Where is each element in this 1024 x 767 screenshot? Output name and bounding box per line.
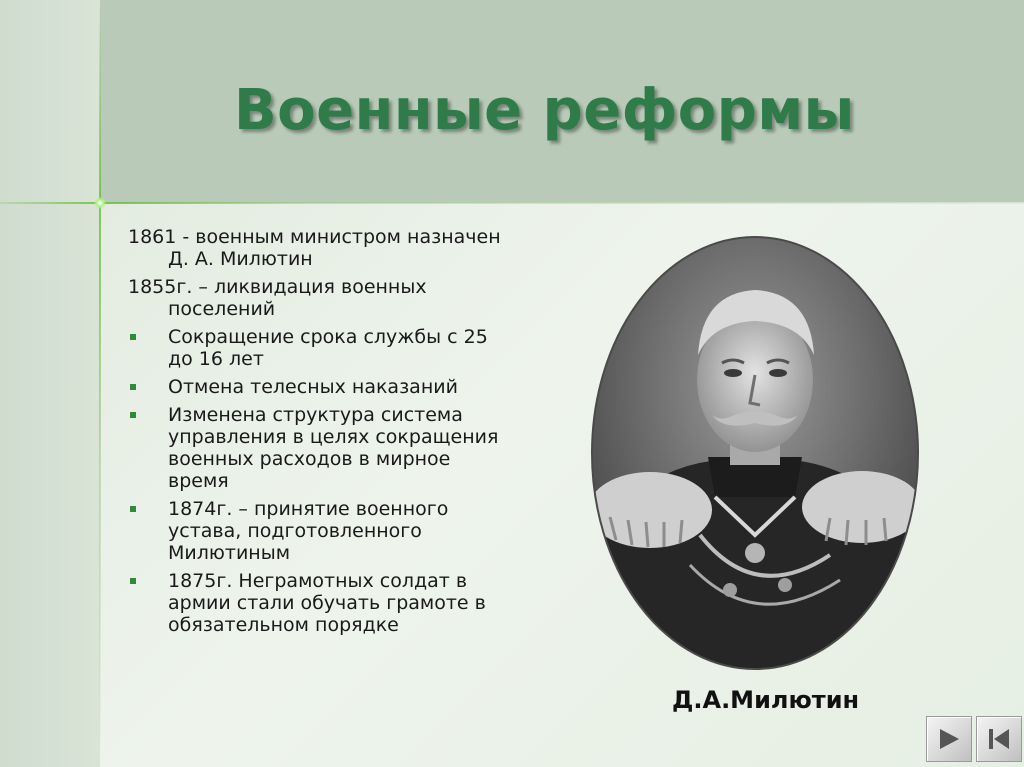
left-strip xyxy=(0,0,100,767)
skip-end-icon xyxy=(983,723,1015,755)
bullet-line: 1874г. – принятие военного xyxy=(168,498,449,520)
intro-paragraph xyxy=(128,226,538,270)
bullet-item xyxy=(128,498,538,564)
intro-line: поселений xyxy=(168,298,276,320)
bullet-line: Изменена структура система xyxy=(168,404,463,426)
portrait-photo xyxy=(590,235,920,671)
intro-line: Д. А. Милютин xyxy=(168,248,313,270)
bullet-square-icon xyxy=(130,412,136,418)
bullet-square-icon xyxy=(130,578,136,584)
slide-content xyxy=(128,226,538,642)
bullet-list xyxy=(128,326,538,636)
bullet-line: обязательном порядке xyxy=(168,614,399,636)
slide-title: Военные реформы xyxy=(234,78,855,143)
bullet-line: Отмена телесных наказаний xyxy=(168,376,458,398)
bullet-item xyxy=(128,570,538,636)
portrait-caption: Д.А.Милютин xyxy=(672,686,860,714)
bullet-item xyxy=(128,326,538,370)
bullet-square-icon xyxy=(130,334,136,340)
sparkle-decoration xyxy=(94,197,106,209)
bullet-line: военных расходов в мирное xyxy=(168,448,451,470)
decorative-horizontal-line xyxy=(0,202,1024,204)
bullet-line: устава, подготовленного xyxy=(168,520,422,542)
play-next-icon xyxy=(933,723,965,755)
bullet-square-icon xyxy=(130,384,136,390)
last-slide-button[interactable] xyxy=(976,716,1022,762)
next-slide-button[interactable] xyxy=(926,716,972,762)
bullet-item xyxy=(128,376,538,398)
bullet-line: 1875г. Неграмотных солдат в xyxy=(168,570,468,592)
bullet-line: время xyxy=(168,470,229,492)
intro-paragraph xyxy=(128,276,538,320)
bullet-line: Милютиным xyxy=(168,542,291,564)
bullet-square-icon xyxy=(130,506,136,512)
intro-line: 1861 - военным министром назначен xyxy=(128,226,501,248)
bullet-line: управления в целях сокращения xyxy=(168,426,499,448)
decorative-vertical-line xyxy=(99,0,101,767)
bullet-line: Сокращение срока службы с 25 xyxy=(168,326,488,348)
bullet-line: до 16 лет xyxy=(168,348,264,370)
bullet-line: армии стали обучать грамоте в xyxy=(168,592,486,614)
bullet-item xyxy=(128,404,538,492)
intro-line: 1855г. – ликвидация военных xyxy=(128,276,427,298)
